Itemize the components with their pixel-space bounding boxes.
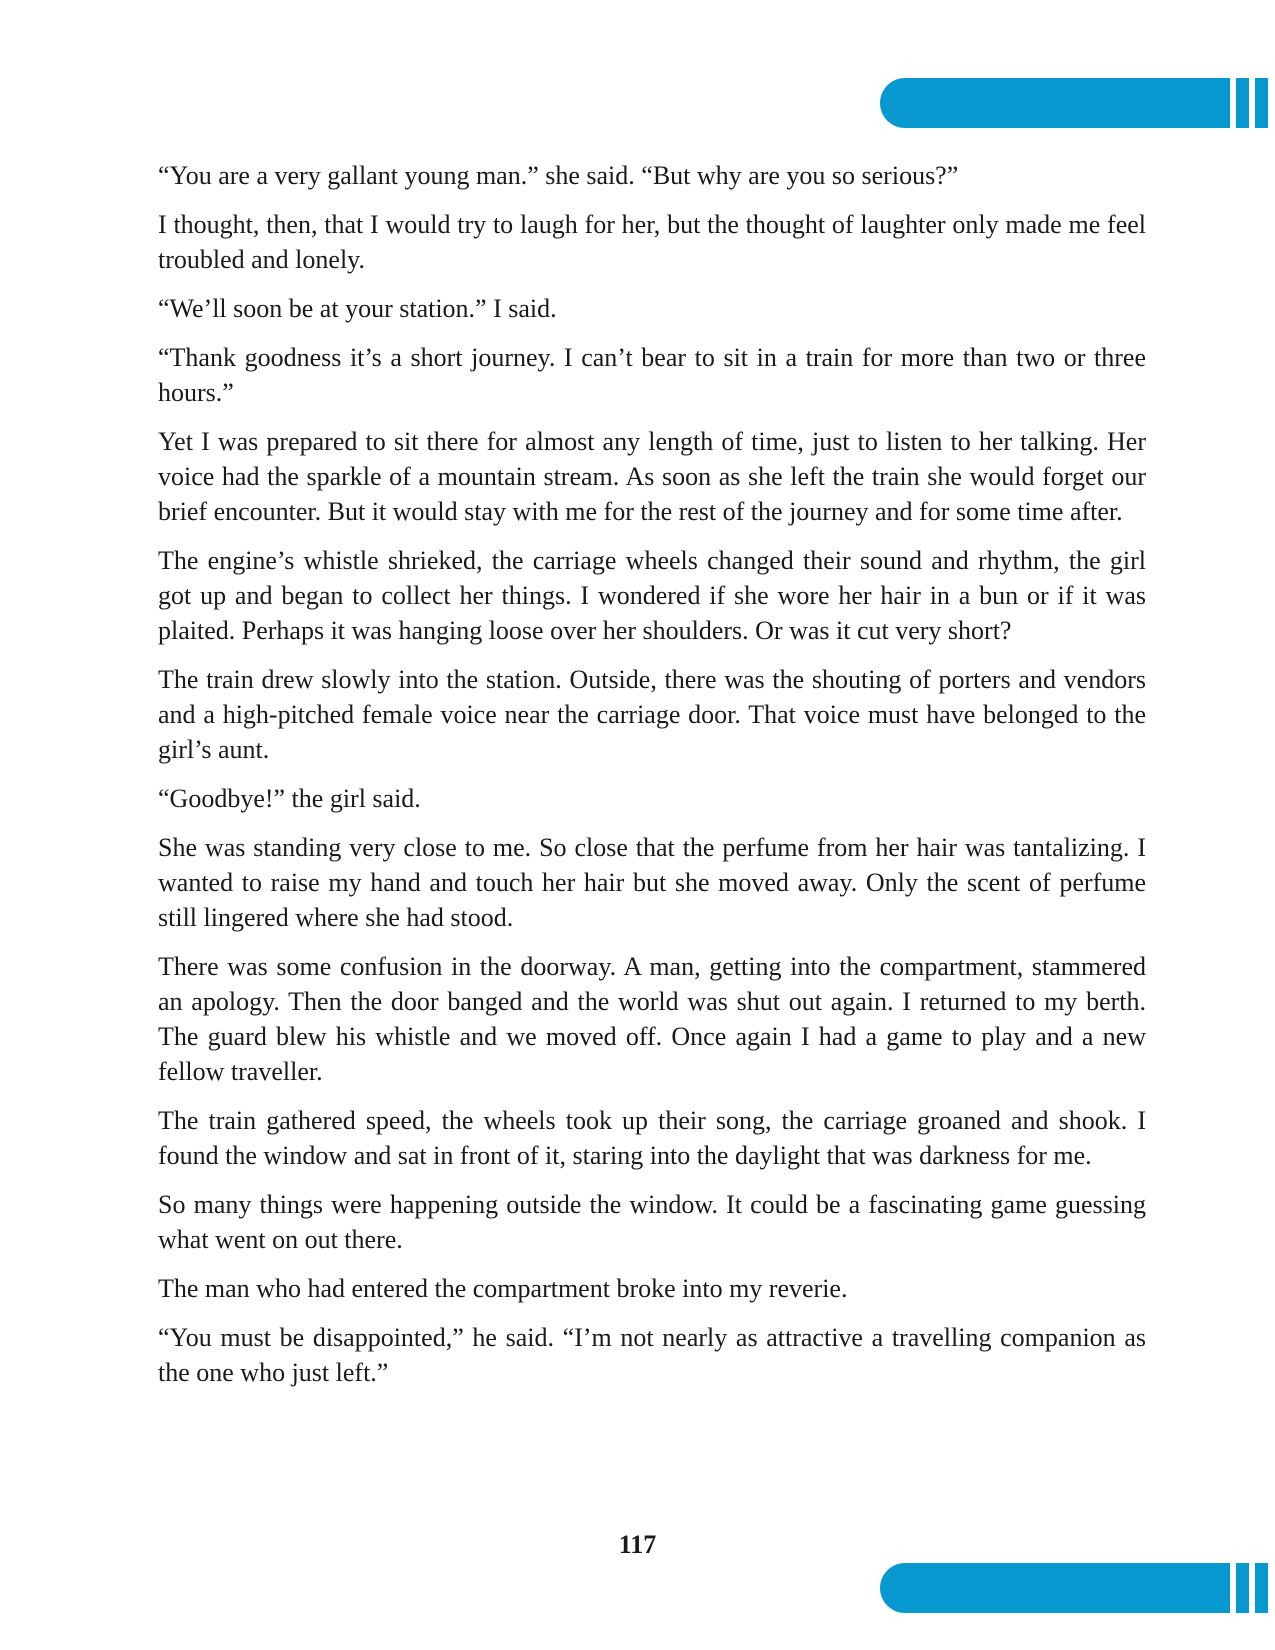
paragraph: “Thank goodness it’s a short journey. I can’t bear to sit in a train for more than two or three hours.” xyxy=(158,343,1146,407)
tab-stripe xyxy=(1236,78,1249,128)
tab-stripe xyxy=(1255,78,1268,128)
page-number: 117 xyxy=(618,1530,657,1559)
page-body xyxy=(158,158,1146,1404)
paragraph: “We’ll soon be at your station.” I said. xyxy=(158,294,557,323)
paragraph: “You are a very gallant young man.” she said. “But why are you so serious?” xyxy=(158,161,959,190)
paragraph: There was some confusion in the doorway. A man, getting into the compartment, stammered an apology. Then the door banged and the world was shut out again. I returned to my berth. The guard blew his whistle and we moved off. Once again I had a game to play and a new fellow traveller. xyxy=(158,952,1146,1086)
paragraph: So many things were happening outside the window. It could be a fascinating game guessing what went on out there. xyxy=(158,1190,1146,1254)
tab-bar xyxy=(880,78,1230,128)
tab-stripe xyxy=(1255,1563,1268,1613)
bottom-tab-decoration xyxy=(880,1563,1268,1613)
tab-bar xyxy=(880,1563,1230,1613)
paragraph: The engine’s whistle shrieked, the carriage wheels changed their sound and rhythm, the girl got up and began to collect her things. I wondered if she wore her hair in a bun or if it was plaited. Perhaps it was hanging loose over her shoulders. Or was it cut very short? xyxy=(158,546,1146,645)
paragraph: The train drew slowly into the station. Outside, there was the shouting of porters and vendors and a high-pitched female voice near the carriage door. That voice must have belonged to the girl’s aunt. xyxy=(158,665,1146,764)
top-tab-decoration xyxy=(880,78,1268,128)
paragraph: The train gathered speed, the wheels took up their song, the carriage groaned and shook. I found the window and sat in front of it, staring into the daylight that was darkness for me. xyxy=(158,1106,1146,1170)
paragraph: I thought, then, that I would try to laugh for her, but the thought of laughter only made me feel troubled and lonely. xyxy=(158,210,1146,274)
paragraph: “Goodbye!” the girl said. xyxy=(158,784,421,813)
paragraph: The man who had entered the compartment broke into my reverie. xyxy=(158,1274,848,1303)
paragraph: She was standing very close to me. So close that the perfume from her hair was tantalizing. I wanted to raise my hand and touch her hair but she moved away. Only the scent of perfume still lingered where she had stood. xyxy=(158,833,1146,932)
paragraph: Yet I was prepared to sit there for almost any length of time, just to listen to her talking. Her voice had the sparkle of a mountain stream. As soon as she left the train she would forget our brief encounter. But it would stay with me for the rest of the journey and for some time after. xyxy=(158,427,1146,526)
tab-stripe xyxy=(1236,1563,1249,1613)
paragraph: “You must be disappointed,” he said. “I’m not nearly as attractive a travelling companion as the one who just left.” xyxy=(158,1323,1146,1387)
